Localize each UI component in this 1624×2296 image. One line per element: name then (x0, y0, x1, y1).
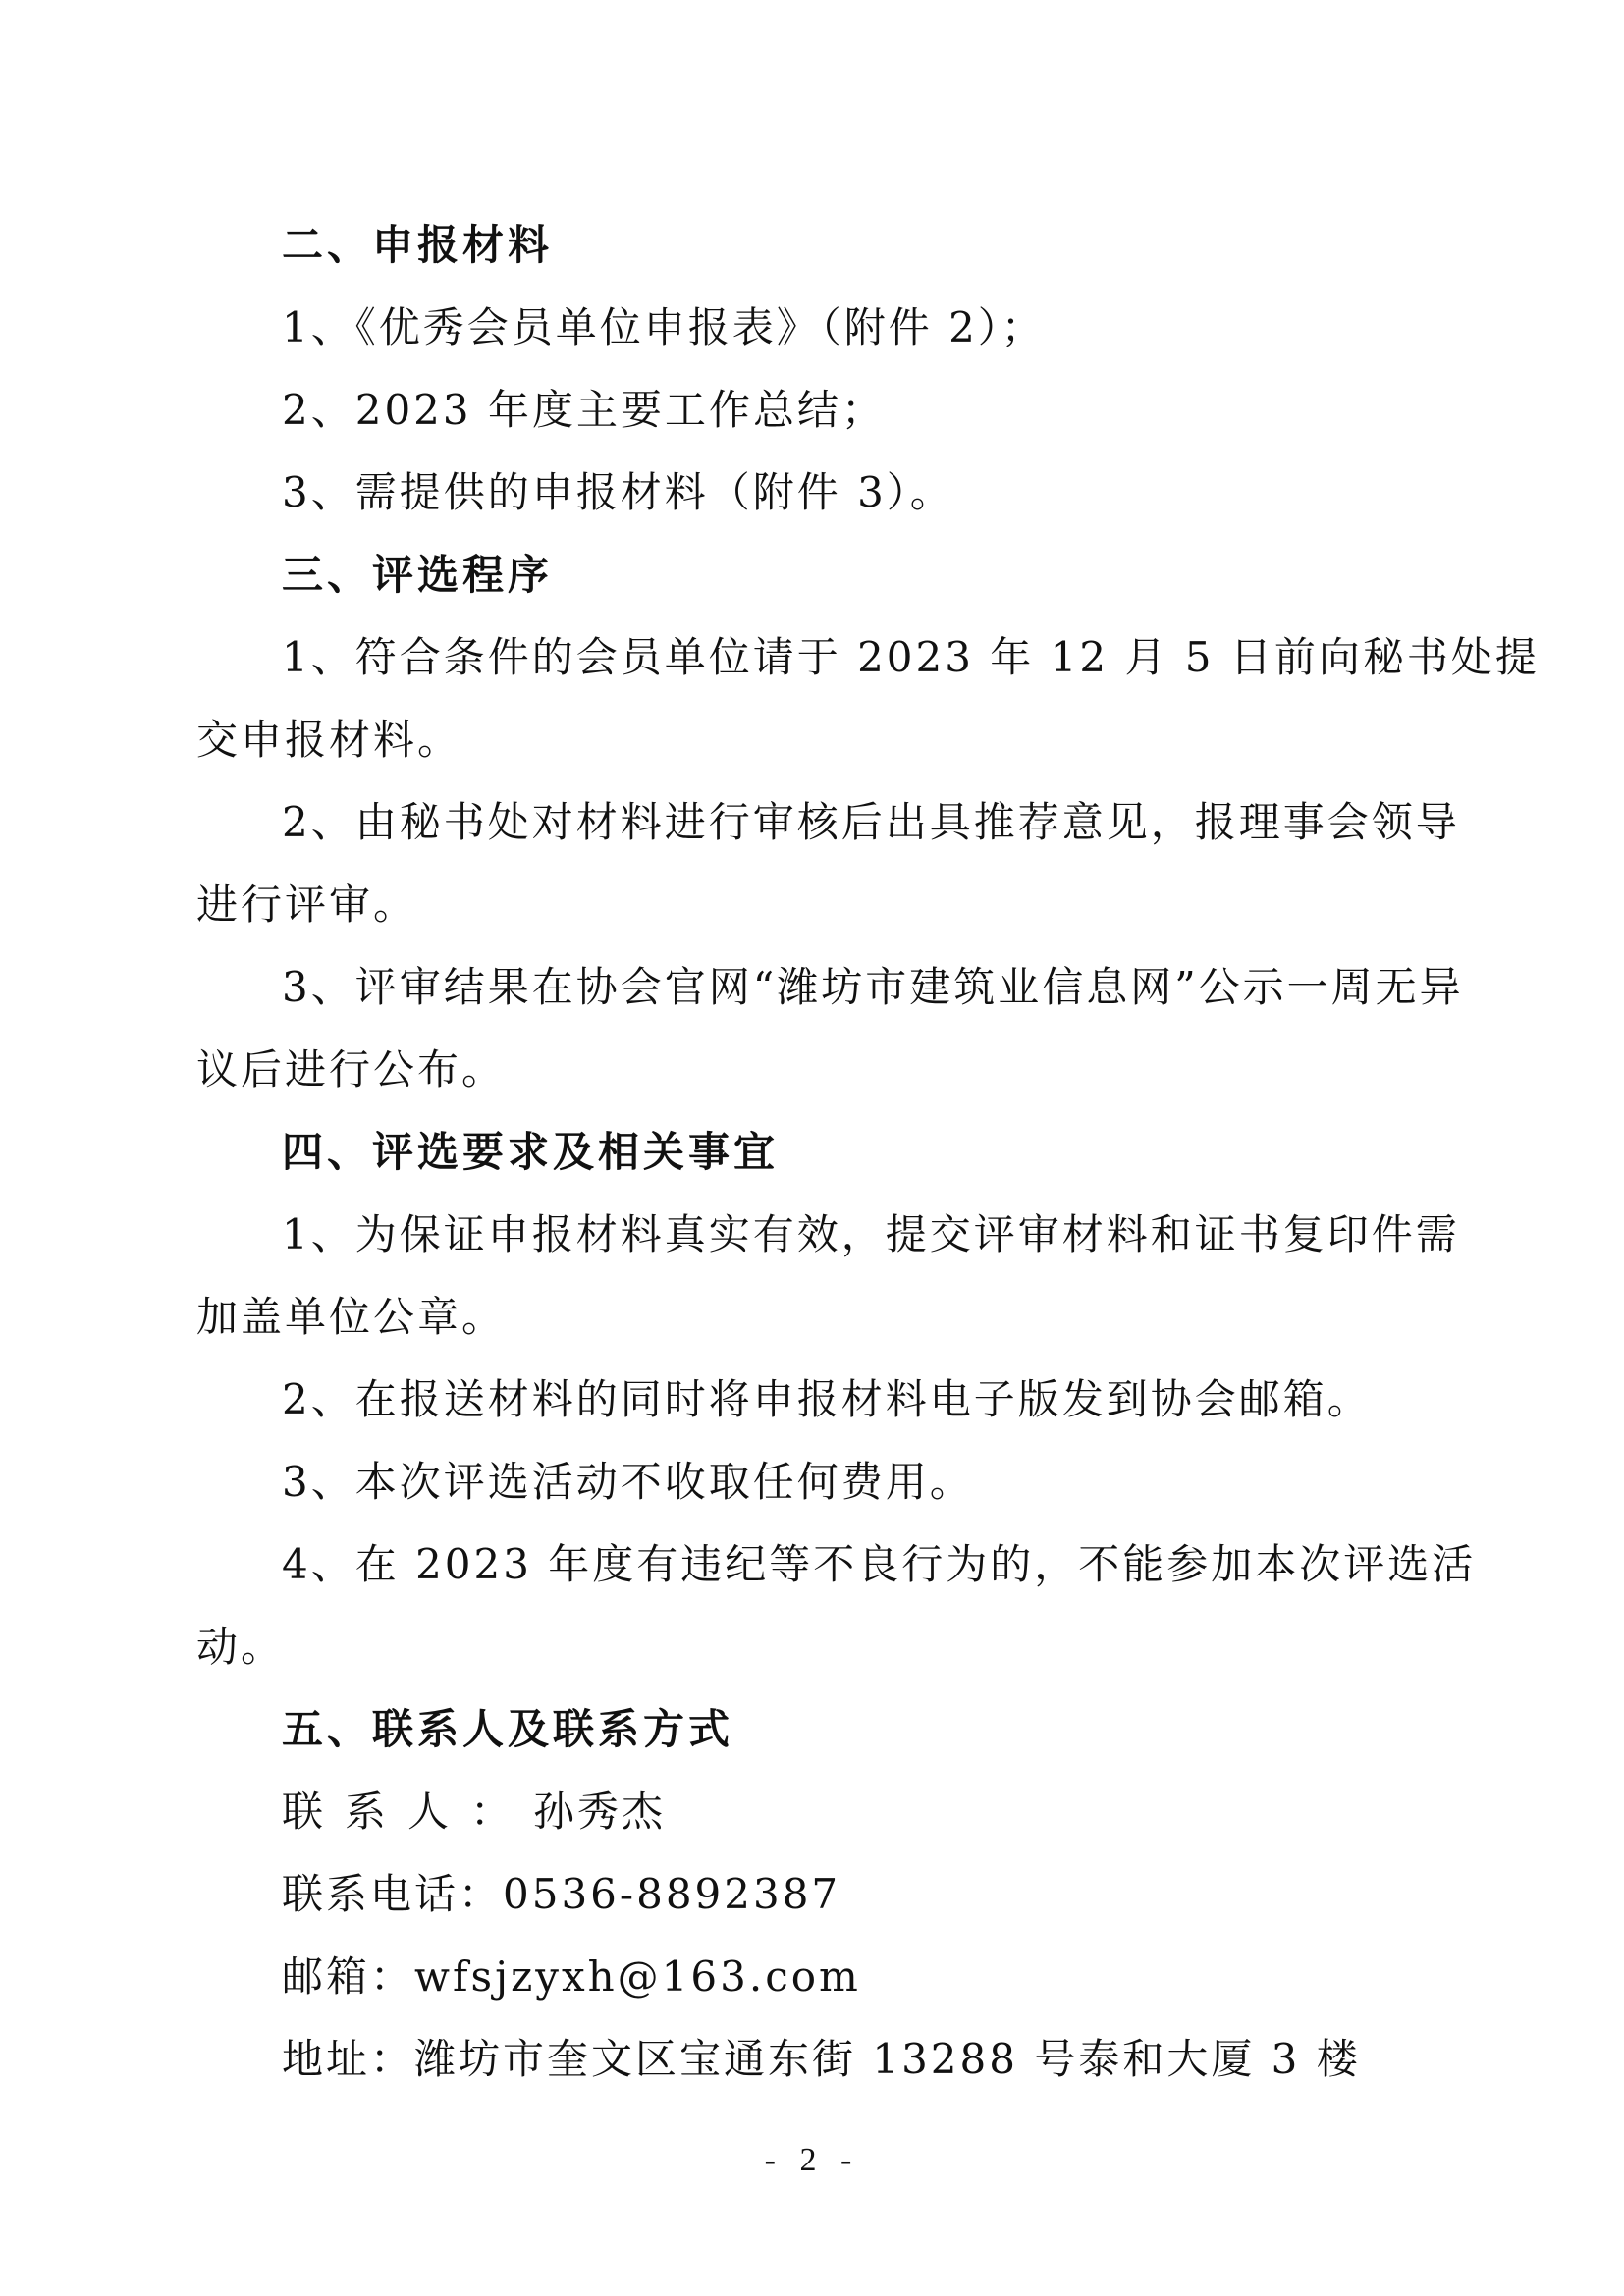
procedure-item-2-line-2: 进行评审。 (196, 881, 418, 929)
contact-address-label: 地址： (282, 2035, 415, 2083)
section-heading-materials: 二、申报材料 (282, 221, 554, 269)
page-number: - 2 - (764, 2142, 860, 2178)
section-heading-procedure: 三、评选程序 (282, 551, 554, 599)
contact-person-row (282, 1783, 1440, 1842)
section-heading-requirements: 四、评选要求及相关事宜 (282, 1128, 780, 1176)
requirement-item-4-line-2: 动。 (196, 1623, 286, 1671)
material-item-3: 3、需提供的申报材料（附件 3）。 (282, 468, 954, 516)
procedure-item-3-line-1: 3、评审结果在协会官网“潍坊市建筑业信息网”公示一周无异 (282, 963, 1464, 1011)
material-item-1: 1、《优秀会员单位申报表》（附件 2）； (282, 303, 1046, 351)
procedure-item-1-line-1: 1、符合条件的会员单位请于 2023 年 12 月 5 日前向秘书处提 (282, 633, 1540, 681)
contact-phone-value: 0536-8892387 (503, 1870, 841, 1918)
contact-email-value: wfsjzyxh@163.com (414, 1952, 861, 2001)
material-item-2: 2、2023 年度主要工作总结； (282, 386, 886, 434)
contact-person-value: 孙秀杰 (533, 1788, 667, 1836)
procedure-item-3-line-2: 议后进行公布。 (196, 1045, 507, 1094)
procedure-item-1-line-2: 交申报材料。 (196, 716, 462, 764)
requirement-item-4-line-1: 4、在 2023 年度有违纪等不良行为的，不能参加本次评选活 (282, 1540, 1477, 1588)
section-heading-contact: 五、联系人及联系方式 (282, 1705, 734, 1753)
procedure-item-2-line-1: 2、由秘书处对材料进行审核后出具推荐意见，报理事会领导 (282, 798, 1460, 846)
requirement-item-2: 2、在报送材料的同时将申报材料电子版发到协会邮箱。 (282, 1375, 1372, 1423)
contact-address-value: 潍坊市奎文区宝通东街 13288 号泰和大厦 3 楼 (414, 2035, 1361, 2083)
contact-email-label: 邮箱： (282, 1952, 415, 2001)
contact-phone-label: 联系电话： (282, 1870, 504, 1918)
requirement-item-1-line-1: 1、为保证申报材料真实有效，提交评审材料和证书复印件需 (282, 1210, 1460, 1258)
contact-address-row (282, 2030, 1440, 2089)
contact-phone-row (282, 1865, 1440, 1924)
requirement-item-1-line-2: 加盖单位公章。 (196, 1293, 507, 1341)
contact-email-row (282, 1948, 1440, 2006)
contact-person-label: 联系人： (282, 1788, 534, 1836)
requirement-item-3: 3、本次评选活动不收取任何费用。 (282, 1458, 974, 1506)
